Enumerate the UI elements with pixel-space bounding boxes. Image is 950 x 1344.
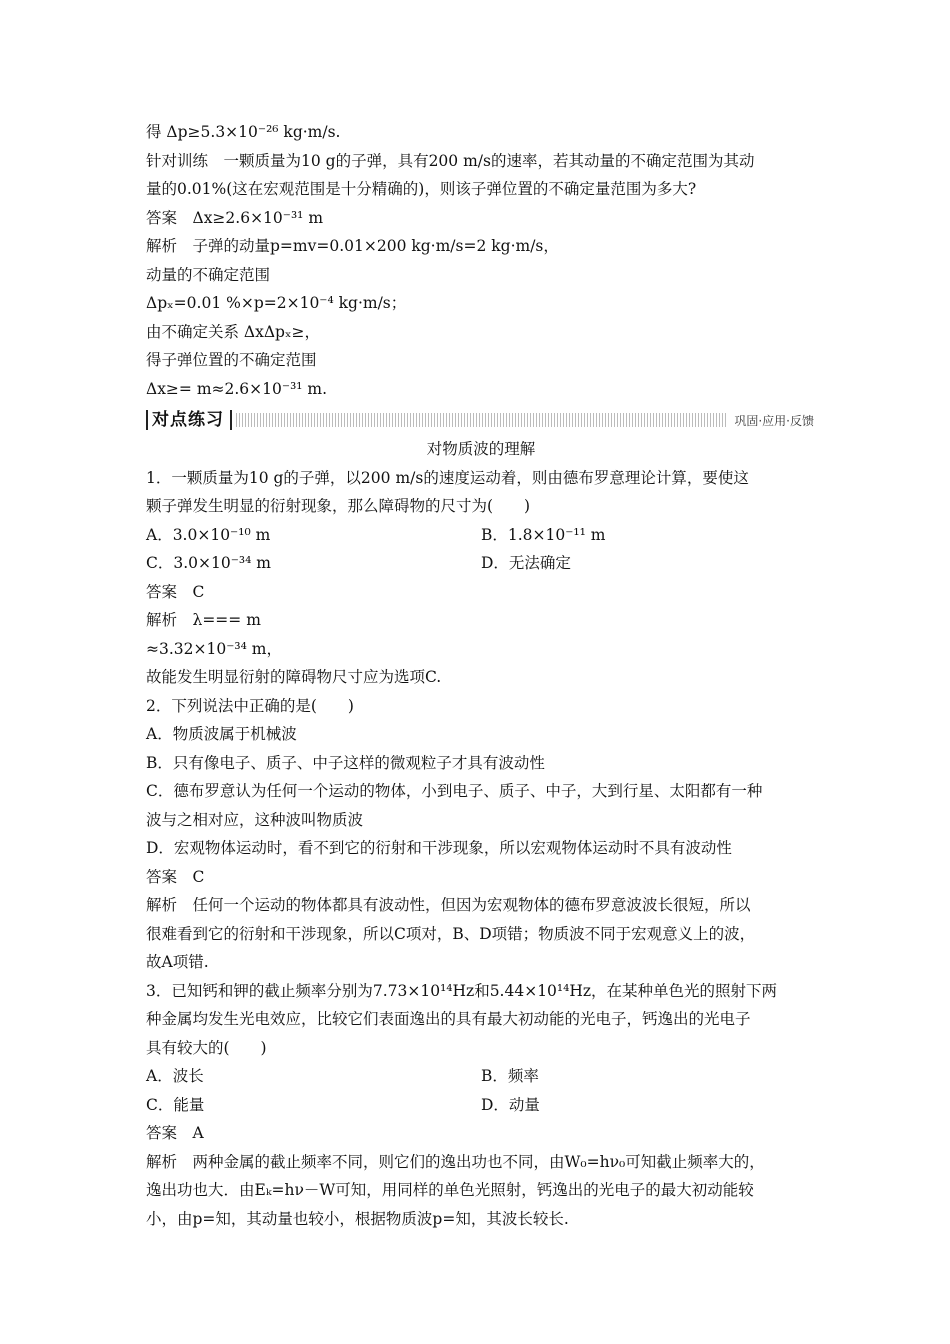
option-d: D．宏观物体运动时，看不到它的衍射和干涉现象，所以宏观物体运动时不具有波动性 bbox=[146, 839, 732, 857]
analysis-line: ≈3.32×10⁻³⁴ m， bbox=[146, 639, 282, 658]
answer-line: 答案 C bbox=[146, 867, 205, 886]
option-a: A．波长 bbox=[146, 1067, 204, 1085]
text-line: 由不确定关系 ΔxΔpₓ≥， bbox=[146, 322, 321, 341]
question-1 bbox=[146, 464, 816, 692]
answer-line: 答案 C bbox=[146, 582, 205, 601]
formula-line: Δx≥= m≈2.6×10⁻³¹ m. bbox=[146, 379, 328, 398]
question-stem: 具有较大的( ) bbox=[146, 1038, 267, 1057]
section-divider bbox=[236, 413, 728, 427]
option-c: C．3.0×10⁻³⁴ m bbox=[146, 554, 271, 572]
text-line: 动量的不确定范围 bbox=[146, 265, 271, 284]
option-a: A．物质波属于机械波 bbox=[146, 725, 297, 743]
section-title: 对点练习 bbox=[146, 410, 232, 430]
text-line: 针对训练 一颗质量为10 g的子弹，具有200 m/s的速率，若其动量的不确定范围为其动 bbox=[146, 151, 755, 170]
question-stem: 1．一颗质量为10 g的子弹，以200 m/s的速度运动着，则由德布罗意理论计算，要使这 bbox=[146, 468, 749, 487]
answer-line: 答案 Δx≥2.6×10⁻³¹ m bbox=[146, 208, 324, 227]
analysis-line: 故A项错. bbox=[146, 953, 209, 971]
text-line: 量的0.01%(这在宏观范围是十分精确的)，则该子弹位置的不确定量范围为多大? bbox=[146, 180, 697, 198]
option-a: A．3.0×10⁻¹⁰ m bbox=[146, 525, 271, 544]
option-b: B．频率 bbox=[481, 1067, 539, 1085]
analysis-line: 解析 λ=== m bbox=[146, 611, 261, 629]
option-c: C．德布罗意认为任何一个运动的物体，小到电子、质子、中子，大到行星、太阳都有一种 bbox=[146, 782, 763, 800]
question-stem: 2．下列说法中正确的是( ) bbox=[146, 696, 354, 715]
text-line: 得 Δp≥5.3×10⁻²⁶ kg·m/s. bbox=[146, 123, 341, 141]
analysis-line: 解析 两种金属的截止频率不同，则它们的逸出功也不同，由W₀=hν₀可知截止频率大的， bbox=[146, 1152, 765, 1171]
question-3 bbox=[146, 977, 816, 1234]
analysis-line: 逸出功也大．由Eₖ=hν－W可知，用同样的单色光照射，钙逸出的光电子的最大初动能较 bbox=[146, 1181, 754, 1199]
question-stem: 种金属均发生光电效应，比较它们表面逸出的具有最大初动能的光电子，钙逸出的光电子 bbox=[146, 1010, 751, 1028]
question-stem: 颗子弹发生明显的衍射现象，那么障碍物的尺寸为( ) bbox=[146, 497, 531, 515]
question-2 bbox=[146, 692, 816, 977]
question-stem: 3．已知钙和钾的截止频率分别为7.73×10¹⁴Hz和5.44×10¹⁴Hz，在某种单色光的照射下两 bbox=[146, 981, 778, 1000]
analysis-line: 故能发生明显衍射的障碍物尺寸应为选项C. bbox=[146, 668, 442, 686]
section-tag: 巩固·应用·反馈 bbox=[728, 412, 816, 429]
option-d: D．动量 bbox=[481, 1095, 540, 1114]
formula-line: Δpₓ=0.01 %×p=2×10⁻⁴ kg·m/s； bbox=[146, 294, 407, 312]
option-d: D．无法确定 bbox=[481, 554, 571, 572]
analysis-line: 解析 子弹的动量p=mv=0.01×200 kg·m/s=2 kg·m/s， bbox=[146, 237, 559, 255]
text-line: 得子弹位置的不确定范围 bbox=[146, 351, 317, 369]
subheading: 对物质波的理解 bbox=[426, 440, 536, 458]
analysis-line: 解析 任何一个运动的物体都具有波动性，但因为宏观物体的德布罗意波波长很短，所以 bbox=[146, 896, 751, 914]
answer-line: 答案 A bbox=[146, 1124, 204, 1142]
option-b: B．只有像电子、质子、中子这样的微观粒子才具有波动性 bbox=[146, 753, 545, 772]
option-c: C．能量 bbox=[146, 1095, 205, 1114]
section-header bbox=[146, 409, 816, 431]
previous-example-block bbox=[146, 118, 816, 403]
analysis-line: 小，由p=知，其动量也较小，根据物质波p=知，其波长较长. bbox=[146, 1209, 569, 1228]
option-b: B．1.8×10⁻¹¹ m bbox=[481, 525, 606, 544]
document-page bbox=[146, 118, 816, 1233]
option-c-continued: 波与之相对应，这种波叫物质波 bbox=[146, 810, 364, 829]
analysis-line: 很难看到它的衍射和干涉现象，所以C项对，B、D项错；物质波不同于宏观意义上的波， bbox=[146, 924, 756, 943]
